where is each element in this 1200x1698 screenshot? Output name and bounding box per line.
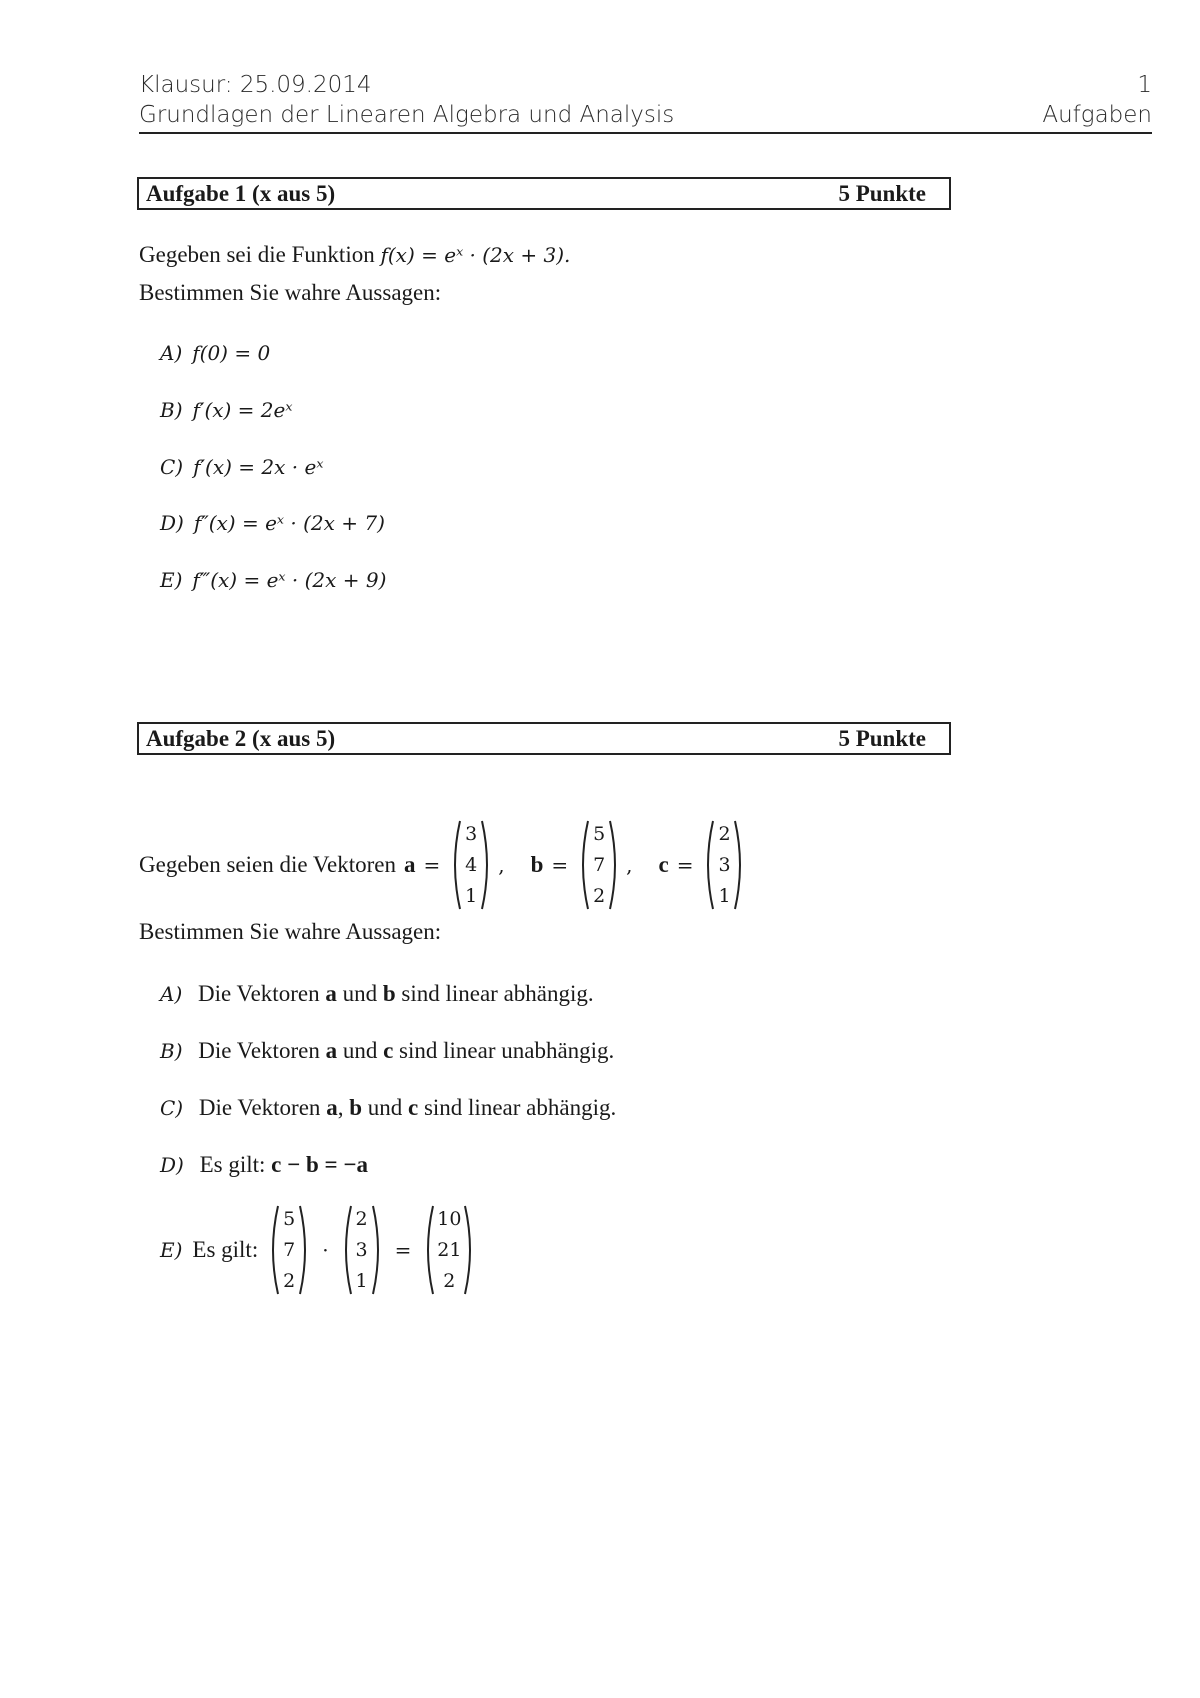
vector-c [701, 817, 747, 913]
vector-entry: 3 [718, 854, 731, 876]
option-text: Es gilt: [199, 1152, 266, 1177]
option-text: Die Vektoren [198, 1095, 321, 1120]
vector-entry: 5 [593, 823, 606, 845]
option-label: E) [160, 568, 183, 592]
equals-sign: = [676, 853, 694, 877]
option-text: und [342, 1038, 378, 1063]
vector-entry: 4 [465, 854, 478, 876]
task2-title-box [137, 722, 951, 755]
vector-symbol: a [325, 1038, 338, 1063]
vector-symbol: b [382, 981, 396, 1006]
option-label: C) [160, 455, 184, 479]
option-label: C) [160, 1096, 184, 1120]
vector-left [266, 1202, 312, 1298]
option-formula: f(0) = 0 [192, 341, 271, 365]
header-divider [139, 132, 1152, 134]
task1-option-e [160, 563, 386, 597]
task1-title-box [137, 177, 951, 210]
equals-sign: = [423, 853, 441, 877]
vector-entry: 7 [593, 854, 606, 876]
vector-entry: 21 [437, 1239, 462, 1261]
separator: , [337, 1095, 344, 1120]
vector-entry: 3 [465, 823, 478, 845]
vector-middle [339, 1202, 385, 1298]
task2-option-b [160, 1034, 614, 1068]
equals-sign: = [551, 853, 569, 877]
option-formula: f″(x) = eˣ · (2x + 7) [193, 511, 385, 535]
section-label: Aufgaben [1042, 102, 1152, 128]
task1-option-d [160, 506, 385, 540]
task1-prompt: Bestimmen Sie wahre Aussagen: [139, 280, 442, 305]
vector-symbol: a [326, 1095, 338, 1120]
task1-option-b [160, 393, 292, 427]
task2-title: Aufgabe 2 (x aus 5) [146, 725, 336, 751]
option-label: E) [160, 1238, 183, 1262]
equals-sign: = [394, 1238, 412, 1262]
option-text: Die Vektoren [198, 1038, 320, 1063]
option-text: und [342, 981, 378, 1006]
vector-entry: 5 [283, 1208, 296, 1230]
task1-intro [139, 236, 570, 311]
task2-option-a [160, 977, 594, 1011]
option-label: A) [160, 341, 183, 365]
comma: , [498, 853, 505, 877]
task2-option-c [160, 1091, 616, 1125]
vector-entry: 1 [465, 885, 478, 907]
task1-option-a [160, 336, 270, 370]
option-formula: f‴(x) = eˣ · (2x + 9) [192, 568, 387, 592]
vector-b [576, 817, 622, 913]
vector-entry: 1 [355, 1270, 368, 1292]
task1-points: 5 Punkte [838, 180, 926, 206]
task2-intro-text: Gegeben seien die Vektoren [139, 852, 396, 877]
vector-symbol: a [325, 981, 337, 1006]
task2-points: 5 Punkte [838, 725, 926, 751]
option-formula: f′(x) = 2eˣ [192, 398, 293, 422]
option-formula: f′(x) = 2x · eˣ [193, 455, 324, 479]
option-text: sind linear abhängig. [423, 1095, 617, 1120]
vector-entry: 2 [718, 823, 731, 845]
exam-date: Klausur: 25.09.2014 [139, 72, 372, 98]
vector-entry: 2 [283, 1270, 296, 1292]
vector-a-name: a [403, 852, 416, 877]
vector-entry: 7 [283, 1239, 296, 1261]
comma: , [626, 853, 633, 877]
task2-option-e [160, 1200, 477, 1300]
vector-entry: 2 [443, 1270, 456, 1292]
option-label: B) [160, 1039, 183, 1063]
task2-option-d [160, 1148, 368, 1182]
task1-title: Aufgabe 1 (x aus 5) [146, 180, 336, 206]
option-label: A) [160, 982, 183, 1006]
vector-b-name: b [530, 852, 544, 877]
vector-c-name: c [658, 852, 669, 877]
vector-a [448, 817, 494, 913]
option-text: sind linear abhängig. [401, 981, 594, 1006]
dot-operator: · [322, 1238, 329, 1262]
vector-entry: 3 [355, 1239, 368, 1261]
option-label: B) [160, 398, 183, 422]
vector-right [421, 1202, 477, 1298]
option-label: D) [160, 1153, 184, 1177]
vector-entry: 2 [355, 1208, 368, 1230]
task2-vectors-line [139, 815, 747, 915]
option-text: und [367, 1095, 403, 1120]
vector-expression: c − b = −a [271, 1152, 368, 1177]
task1-function: f(x) = eˣ · (2x + 3). [380, 243, 571, 267]
option-text: Es gilt: [192, 1237, 259, 1262]
task1-intro-text: Gegeben sei die Funktion [139, 242, 375, 267]
vector-symbol: b [349, 1095, 362, 1120]
course-title: Grundlagen der Linearen Algebra und Analysis [139, 102, 675, 128]
task1-option-c [160, 450, 323, 484]
page-header [139, 70, 1152, 130]
vector-symbol: c [383, 1038, 394, 1063]
page-number: 1 [1137, 72, 1152, 98]
option-label: D) [160, 511, 184, 535]
task2-prompt: Bestimmen Sie wahre Aussagen: [139, 919, 442, 944]
option-text: Die Vektoren [198, 981, 320, 1006]
vector-entry: 1 [718, 885, 731, 907]
option-text: sind linear unabhängig. [399, 1038, 615, 1063]
vector-entry: 2 [593, 885, 606, 907]
vector-symbol: c [407, 1095, 419, 1120]
vector-entry: 10 [437, 1208, 462, 1230]
